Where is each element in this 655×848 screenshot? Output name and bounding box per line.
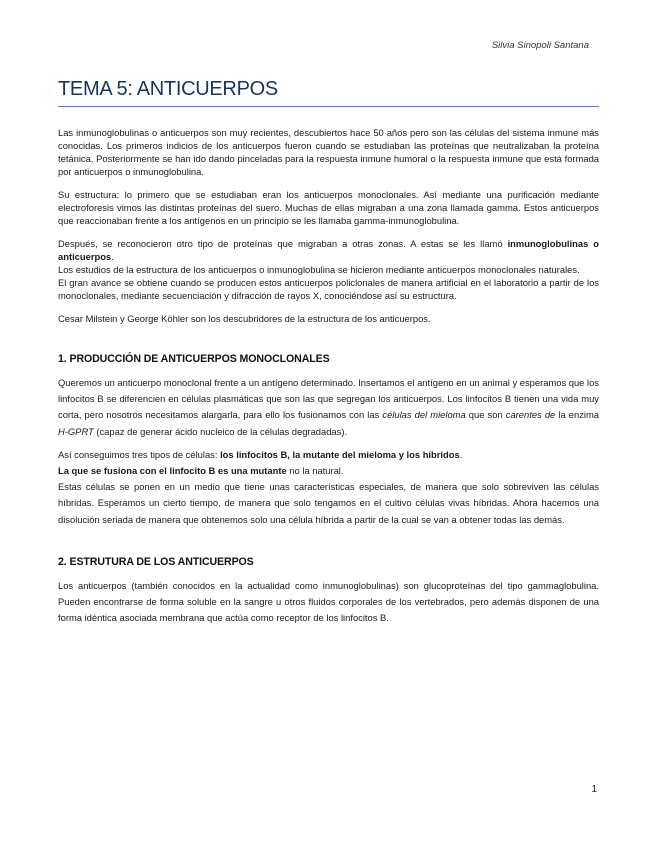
section-1 — [58, 353, 599, 528]
document-body — [58, 126, 599, 626]
section-2-heading: 2. ESTRUTURA DE LOS ANTICUERPOS — [58, 555, 254, 568]
intro-p3-text: Después, se reconocieron otro tipo de proteínas que migraban a otras zonas. A estas se les llamó — [58, 238, 508, 249]
s1-p1-text-a: Queremos un anticuerpo monoclonal frente a un antígeno determinado. Insertamos el antígeno en un animal y esperamos que los linfocitos B se diferencien en células plasmáticas que son las que segregan los anticuerpos. Los linfocitos B tienen una vida muy corta, pero nosotros necesitamos alargarla, para ello los fusionamos con las — [58, 377, 599, 421]
section-1-paragraph-3 — [58, 463, 599, 479]
section-1-paragraph-1 — [58, 375, 599, 440]
s1-p1-italic-mieloma: células del mieloma — [382, 409, 466, 421]
intro-paragraph-3 — [58, 237, 599, 263]
intro-paragraph-1: Las inmunoglobulinas o anticuerpos son muy recientes, descubiertos hace 50 años pero son las células del sistema inmune más conocidas. Los primeros indicios de los anticuerpos fueron cuando se estudiaban las proteínas que neutralizaban la proteína tetánica. Posteriormente se han ido dando pinceladas para la respuesta inmune humoral o la respuesta inmune que está formada por anticuerpos o inmunoglobulina. — [58, 127, 599, 177]
s1-p2-text: Así conseguimos tres tipos de células: — [58, 448, 221, 460]
s1-p2-end: . — [459, 448, 463, 460]
s1-p1-italic-enzyme: H-GPRT — [58, 425, 94, 437]
section-1-paragraph-4: Estas células se ponen en un medio que tiene unas características especiales, de manera que solo sobreviven las células híbridas. Esperamos un cierto tiempo, de manera que solo tengamos en el cultivo células vivas híbridas. Ahora hacemos una disolución seriada de manera que obtenemos solo una célula híbrida a partir de la cual se van a obtener todas las demás. — [58, 481, 599, 525]
section-2 — [58, 556, 599, 627]
s1-p1-text-d: (capaz de generar ácido nucleico de la células degradadas). — [93, 425, 348, 437]
title-underline — [58, 106, 599, 107]
intro-paragraph-6: Cesar Milstein y George Köhler son los descubridores de la estructura de los anticuerpos. — [58, 313, 431, 324]
s1-p3-end: no la natural. — [286, 465, 344, 477]
s1-p1-text-c: la enzima — [555, 409, 599, 421]
intro-paragraph-5: El gran avance se obtiene cuando se producen estos anticuerpos policlonales de manera artificial en el laboratorio a partir de los monoclonales, mediante secuenciación y difracción de rayos X, conociéndose así su estructura. — [58, 277, 599, 301]
s1-p1-italic-carentes: carentes de — [505, 409, 556, 421]
section-1-paragraph-2 — [58, 447, 599, 463]
intro-p3-end: . — [111, 251, 114, 262]
s1-p1-text-b: que son — [465, 409, 506, 421]
s1-p3-bold: La que se fusiona con el linfocito B es una mutante — [58, 465, 287, 477]
page-number: 1 — [591, 784, 597, 795]
header-author: Silvia Sinopoli Santana — [491, 40, 589, 51]
intro-paragraph-2: Su estructura: lo primero que se estudiaban eran los anticuerpos monoclonales. Así mediante una purificación mediante electroforesis vimos las distintas proteínas del suero. Muchas de ellas migraban a una zona llamada gamma. Estos anticuerpos que reaccionaban frente a los antígenos en un principio se les llamaba gamma-inmunoglobulina. — [58, 189, 599, 226]
section-1-heading: 1. PRODUCCIÓN DE ANTICUERPOS MONOCLONALES — [58, 353, 330, 365]
intro-p3-bold: inmunoglobulinas o anticuerpos — [58, 238, 599, 262]
s1-p2-bold: los linfocitos B, la mutante del mieloma y los híbridos — [220, 448, 460, 460]
section-2-paragraph-1: Los anticuerpos (también conocidos en la actualidad como inmunoglobulinas) son glucoproteínas del tipo gammaglobulina. Pueden encontrarse de forma soluble en la sangre u otros fluidos corporales de los vertebrados, pero además disponen de una forma idéntica asociada membrana que actúa como receptor de los linfocitos B. — [58, 579, 599, 624]
intro-paragraph-4: Los estudios de la estructura de los anticuerpos o inmunoglobulina se hicieron mediante anticuerpos monoclonales naturales. — [58, 264, 580, 275]
page-title: TEMA 5: ANTICUERPOS — [58, 78, 278, 100]
